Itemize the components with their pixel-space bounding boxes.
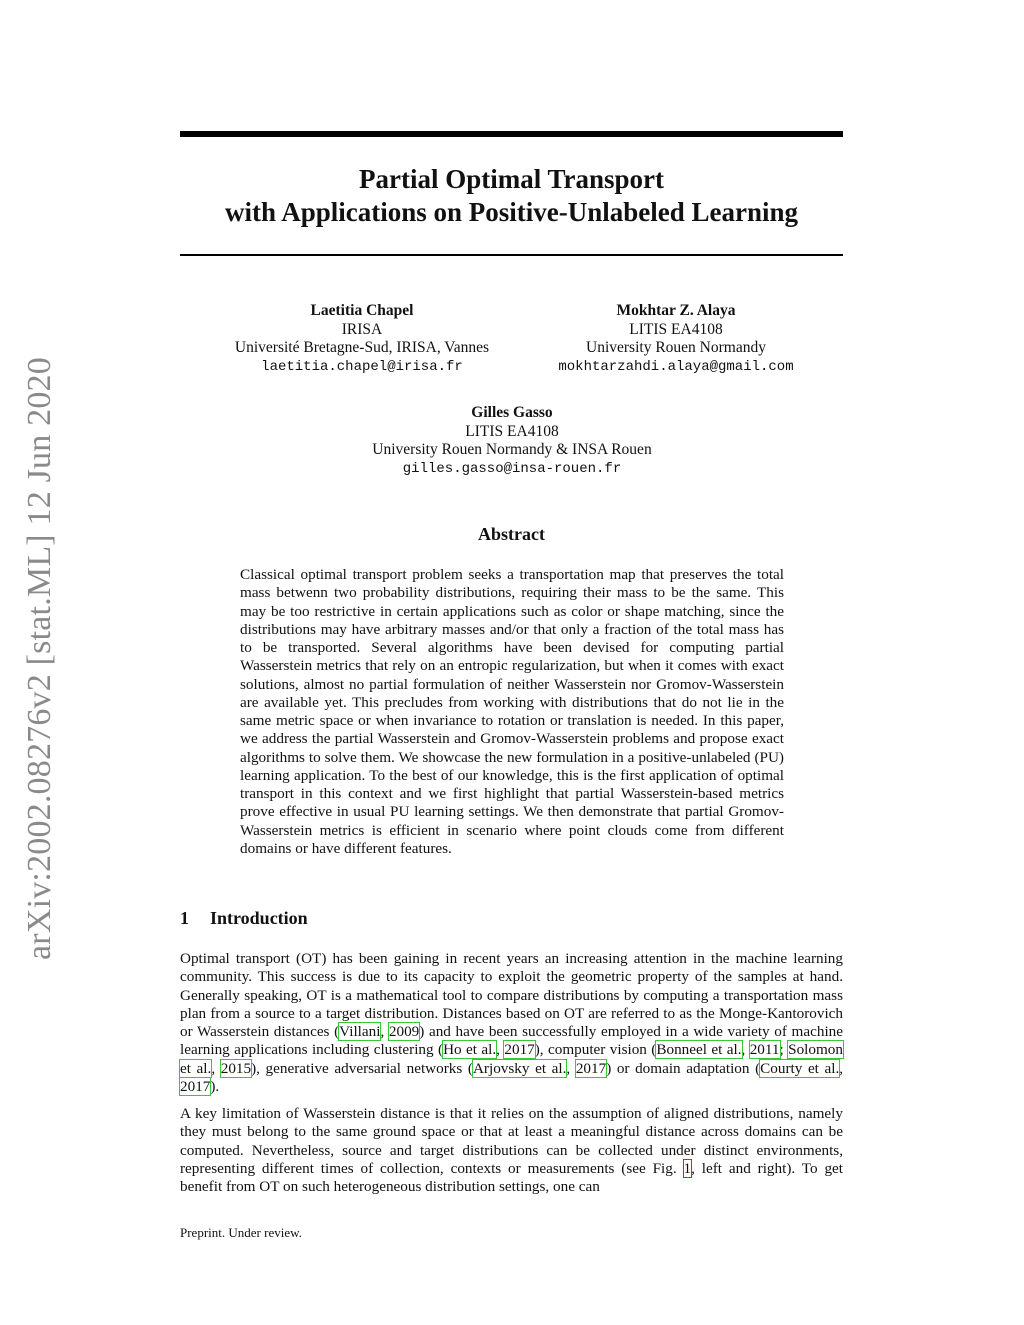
citation-link-villani-year[interactable]: 2009 — [388, 1023, 420, 1040]
abstract-text: Classical optimal transport problem seeks a transportation map that preserves the total mass betwenn two probability distributions, requiring their mass to be the same. This may be too restrictive in certain applications such as color or shape matching, since the distributions may have arbitrary masses and/or that only a fraction of the total mass has to be transported. Several algorithms have been devised for computing partial Wasserstein metrics that rely on an entropic regularization, but when it comes with exact solutions, almost no partial formulation of neither Wasserstein nor Gromov-Wasserstein are available yet. This precludes from working with distributions that do not lie in the same metric space or when invariance to rotation or translation is needed. In this paper, we address the partial Wasserstein and Gromov-Wasserstein problems and propose exact algorithms to solve them. We showcase the new formulation in a positive-unlabeled (PU) learning application. To the best of our knowledge, this is the first application of optimal transport in this context and we first highlight that partial Wasserstein-based metrics prove effective in usual PU learning settings. We then demonstrate that partial Gromov-Wasserstein metrics is efficient in scenario where point clouds come from different domains or have different features. — [240, 566, 784, 857]
paragraph-text: ). — [210, 1077, 220, 1095]
section-heading-introduction — [180, 908, 308, 929]
citation-separator: ; — [779, 1041, 789, 1059]
paragraph-text: ) and have been successfully employed in a wide variety of machine learning applications including clustering ( — [180, 1023, 843, 1059]
paper-title — [180, 163, 843, 229]
author-affiliation-detail: University Rouen Normandy & INSA Rouen — [372, 441, 652, 458]
citation-separator: , — [839, 1059, 844, 1077]
section-number: 1 — [180, 908, 189, 928]
preprint-footer: Preprint. Under review. — [180, 1225, 302, 1240]
citation-separator: , — [380, 1023, 389, 1040]
author-block-alaya — [526, 302, 826, 376]
citation-separator: , — [211, 1059, 221, 1077]
author-email[interactable]: mokhtarzahdi.alaya@gmail.com — [558, 358, 794, 375]
author-affiliation-detail: University Rouen Normandy — [586, 339, 766, 356]
citation-link-bonneel-year[interactable]: 2011 — [749, 1041, 780, 1059]
title-line-2: with Applications on Positive-Unlabeled Learning — [224, 197, 799, 227]
citation-link-solomon-year[interactable]: 2015 — [220, 1059, 252, 1077]
paragraph-text: Optimal transport (OT) has been gaining in recent years an increasing attention in the machine learning community. This success is due to its capacity to exploit the geometric property of the samples at hand. Generally speaking, OT is a mathematical tool to compare distributions by computing a transportation mass plan from a source to a target distribution. Distances based on OT are referred to as the Monge-Kantorovich or Wasserstein distances ( — [180, 950, 843, 1040]
author-name: Mokhtar Z. Alaya — [616, 302, 736, 319]
author-block-chapel — [212, 302, 512, 376]
intro-paragraph-1 — [180, 950, 843, 1096]
title-top-rule — [180, 131, 843, 137]
paragraph-text: ), generative adversarial networks ( — [251, 1059, 473, 1077]
title-bottom-rule — [180, 254, 843, 256]
arxiv-identifier-text: arXiv:2002.08276v2 [stat.ML] 12 Jun 2020 — [21, 357, 58, 960]
citation-link-villani[interactable]: Villani — [339, 1023, 381, 1040]
citation-link-solomon[interactable]: Solomon et al. — [180, 1041, 843, 1077]
citation-link-bonneel[interactable]: Bonneel et al. — [656, 1041, 742, 1059]
author-affiliation: LITIS EA4108 — [629, 320, 723, 338]
citation-link-courty-year[interactable]: 2017 — [180, 1077, 211, 1095]
citation-link-ho[interactable]: Ho et al. — [443, 1041, 497, 1059]
author-name: Gilles Gasso — [471, 404, 553, 421]
section-title: Introduction — [210, 908, 308, 928]
author-affiliation: LITIS EA4108 — [465, 422, 559, 440]
author-block-gasso — [312, 404, 712, 478]
author-affiliation: IRISA — [341, 320, 383, 338]
author-email[interactable]: laetitia.chapel@irisa.fr — [261, 358, 463, 375]
citation-link-arjovsky-year[interactable]: 2017 — [575, 1059, 607, 1077]
citation-separator: , — [741, 1041, 750, 1059]
paragraph-text: A key limitation of Wasserstein distance is that it relies on the assumption of aligned distributions, namely they must belong to the same ground space or that at least a meaningful distance across domains can be computed. Nevertheless, source and target distributions can be collected under distinct environments, representing different times of collection, contexts or measurements (see Fig. — [180, 1105, 843, 1177]
citation-separator: , — [566, 1059, 576, 1077]
figure-reference-link[interactable]: 1 — [683, 1159, 692, 1177]
paragraph-text: ) or domain adaptation ( — [606, 1059, 761, 1077]
arxiv-identifier-stamp — [18, 350, 62, 960]
citation-separator: , — [496, 1041, 505, 1059]
paragraph-text: , left and right). To get benefit from OT on such heterogeneous distribution settings, one can — [180, 1159, 844, 1195]
citation-link-courty[interactable]: Courty et al. — [760, 1059, 840, 1077]
paragraph-text: ), computer vision ( — [534, 1041, 657, 1059]
citation-link-ho-year[interactable]: 2017 — [504, 1041, 535, 1059]
abstract-heading: Abstract — [478, 524, 545, 544]
author-email[interactable]: gilles.gasso@insa-rouen.fr — [402, 460, 622, 477]
title-line-1: Partial Optimal Transport — [359, 164, 664, 194]
citation-link-arjovsky[interactable]: Arjovsky et al. — [472, 1059, 567, 1077]
author-affiliation-detail: Université Bretagne-Sud, IRISA, Vannes — [234, 339, 490, 356]
intro-paragraph-2 — [180, 1105, 843, 1196]
author-name: Laetitia Chapel — [310, 302, 414, 319]
